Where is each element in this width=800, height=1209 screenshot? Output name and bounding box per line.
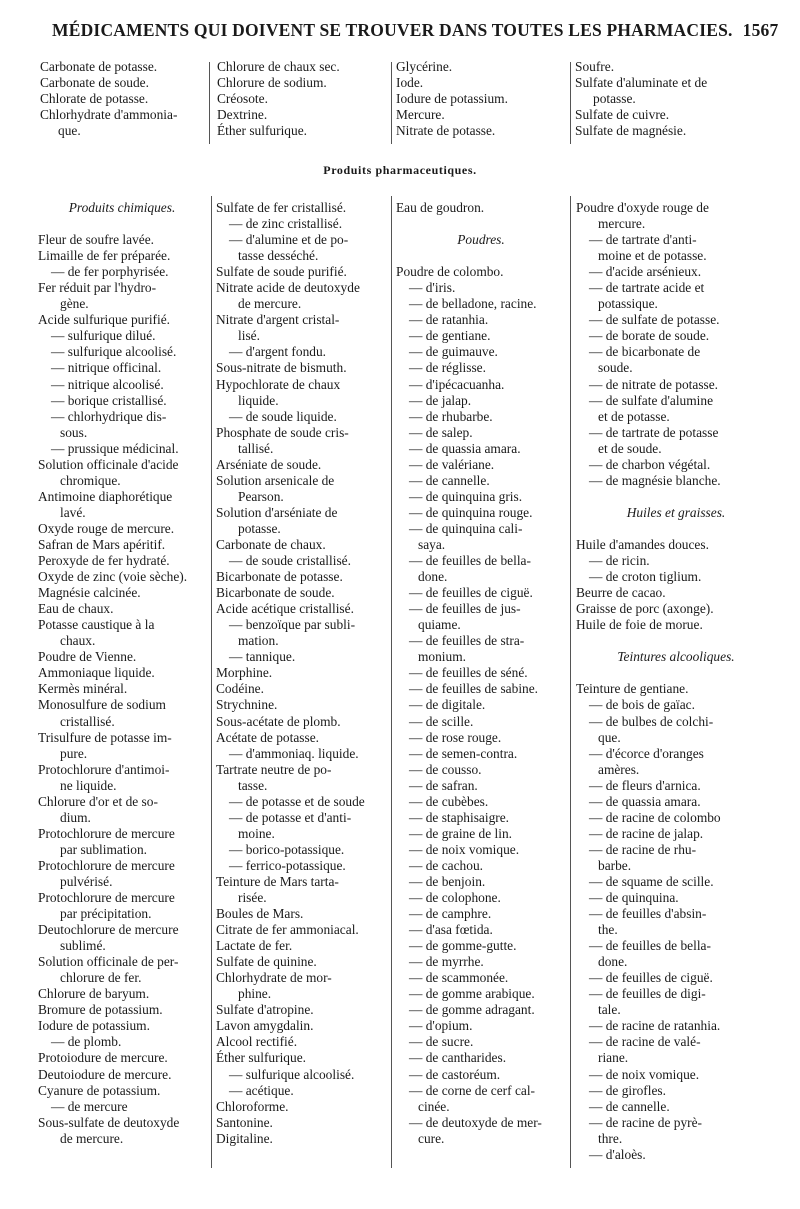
list-item: — de feuilles de digi- bbox=[589, 986, 706, 1002]
column-divider bbox=[209, 62, 210, 144]
list-item: chaux. bbox=[60, 633, 96, 649]
list-item: Mercure. bbox=[396, 107, 445, 123]
list-item: — de sulfate de potasse. bbox=[589, 312, 720, 328]
list-item: — de feuilles de stra- bbox=[409, 633, 525, 649]
list-item: chromique. bbox=[60, 472, 121, 488]
list-item: — de quinquina rouge. bbox=[409, 504, 533, 520]
list-item: Carbonate de potasse. bbox=[40, 59, 158, 74]
list-item: — de gomme-gutte. bbox=[409, 938, 517, 954]
list-item: Chlorure de baryum. bbox=[38, 986, 150, 1002]
list-item: — sulfurique alcoolisé. bbox=[51, 344, 177, 360]
list-item: que. bbox=[598, 729, 621, 745]
list-item: et de potasse. bbox=[598, 408, 670, 424]
list-item: Solution d'arséniate de bbox=[216, 504, 338, 520]
list-item: the. bbox=[598, 922, 618, 938]
list-item: Protochlorure de mercure bbox=[38, 890, 175, 906]
list-item: — de colophone. bbox=[409, 890, 501, 906]
list-item: Antimoine diaphorétique bbox=[38, 488, 173, 504]
list-item: — de sulfate d'alumine bbox=[589, 392, 714, 408]
list-item: — de zinc cristallisé. bbox=[229, 216, 343, 232]
list-item: — de racine de rhu- bbox=[589, 841, 697, 857]
list-item: — de jalap. bbox=[409, 392, 472, 408]
list-item: — nitrique officinal. bbox=[51, 360, 162, 376]
list-item: tale. bbox=[598, 1002, 621, 1018]
list-item: Solution officinale de per- bbox=[38, 954, 179, 970]
list-item: — tannique. bbox=[229, 649, 296, 665]
page-header bbox=[52, 20, 779, 41]
list-item: Iode. bbox=[396, 75, 424, 91]
list-item: de mercure. bbox=[238, 296, 302, 312]
list-item: Strychnine. bbox=[216, 697, 278, 713]
list-item: — de scammonée. bbox=[409, 970, 509, 986]
list-item: Trisulfure de potasse im- bbox=[38, 729, 172, 745]
list-item: — de semen-contra. bbox=[409, 745, 518, 761]
list-item: Sulfate de cuivre. bbox=[575, 107, 670, 123]
list-item: — de croton tiglium. bbox=[589, 569, 702, 585]
list-item: Arséniate de soude. bbox=[216, 456, 322, 472]
list-item: quiame. bbox=[418, 617, 461, 633]
list-item: — de cousso. bbox=[409, 761, 482, 777]
list-item: — de noix vomique. bbox=[589, 1066, 700, 1082]
list-item: — d'argent fondu. bbox=[229, 344, 326, 360]
subsection-heading: Teintures alcooliques. bbox=[617, 649, 735, 665]
list-item: — de benjoin. bbox=[409, 873, 486, 889]
list-item: — de racine de pyrè- bbox=[589, 1114, 703, 1130]
list-item: Solution officinale d'acide bbox=[38, 456, 179, 472]
list-item: — chlorhydrique dis- bbox=[51, 408, 167, 424]
list-item: — de racine de valé- bbox=[589, 1034, 701, 1050]
list-item: — de sucre. bbox=[409, 1034, 474, 1050]
list-item: Acide acétique cristallisé. bbox=[216, 601, 354, 617]
list-item: Chloroforme. bbox=[216, 1098, 289, 1114]
list-item: — de camphre. bbox=[409, 906, 492, 922]
list-item: Tartrate neutre de po- bbox=[216, 761, 332, 777]
list-item: Protochlorure de mercure bbox=[38, 857, 175, 873]
list-item: phine. bbox=[238, 986, 272, 1002]
list-item: — de scille. bbox=[409, 713, 474, 729]
list-item: — de nitrate de potasse. bbox=[589, 376, 719, 392]
list-item: Huile d'amandes douces. bbox=[576, 536, 709, 552]
list-item: Acide sulfurique purifié. bbox=[38, 312, 171, 328]
list-item: et de soude. bbox=[598, 440, 662, 456]
list-item: Kermès minéral. bbox=[38, 681, 128, 697]
list-item: — ferrico-potassique. bbox=[229, 857, 346, 873]
list-item: Phosphate de soude cris- bbox=[216, 424, 349, 440]
list-item: — de cachou. bbox=[409, 857, 483, 873]
list-item: Chlorure d'or et de so- bbox=[38, 793, 158, 809]
list-item: sublimé. bbox=[60, 938, 106, 954]
list-item: — de quinquina cali- bbox=[409, 520, 523, 536]
list-item: Sulfate de soude purifié. bbox=[216, 264, 347, 280]
list-item: — de racine de jalap. bbox=[589, 825, 704, 841]
list-item: Créosote. bbox=[217, 91, 268, 107]
list-item: — de noix vomique. bbox=[409, 841, 520, 857]
list-item: Monosulfure de sodium bbox=[38, 697, 166, 713]
list-item: — de quassia amara. bbox=[409, 440, 521, 456]
list-item: — de deutoxyde de mer- bbox=[409, 1114, 542, 1130]
list-item: — de rhubarbe. bbox=[409, 408, 493, 424]
list-item: Bicarbonate de soude. bbox=[216, 585, 335, 601]
list-item: — de quassia amara. bbox=[589, 793, 701, 809]
main-column-1 bbox=[38, 200, 206, 1147]
list-item: amères. bbox=[598, 761, 640, 777]
list-item: — de safran. bbox=[409, 777, 478, 793]
list-item: soude. bbox=[598, 360, 633, 376]
list-item: Nitrate d'argent cristal- bbox=[216, 312, 340, 328]
list-item: — de bois de gaïac. bbox=[589, 697, 695, 713]
list-item: — de feuilles d'absin- bbox=[589, 906, 707, 922]
list-item: Fleur de soufre lavée. bbox=[38, 232, 155, 248]
list-item: liquide. bbox=[238, 392, 279, 408]
main-column-4 bbox=[576, 200, 776, 1163]
list-item: monium. bbox=[418, 649, 466, 665]
list-item: — de gomme adragant. bbox=[409, 1002, 535, 1018]
list-item: Deutochlorure de mercure bbox=[38, 922, 179, 938]
list-item: tasse. bbox=[238, 777, 268, 793]
list-item: mercure. bbox=[598, 216, 646, 232]
list-item: — de racine de colombo bbox=[589, 809, 721, 825]
spacer bbox=[38, 216, 206, 232]
list-item: sous. bbox=[60, 424, 88, 440]
list-item: — de fer porphyrisée. bbox=[51, 264, 169, 280]
subsection-heading: Huiles et graisses. bbox=[626, 504, 726, 520]
list-item: Safran de Mars apéritif. bbox=[38, 536, 166, 552]
list-item: — d'aloès. bbox=[589, 1146, 646, 1162]
top-column-1 bbox=[40, 59, 206, 139]
list-item: Limaille de fer préparée. bbox=[38, 248, 171, 264]
list-item: Chlorure de sodium. bbox=[217, 75, 327, 91]
list-item: Potasse caustique à la bbox=[38, 617, 155, 633]
top-list bbox=[0, 59, 800, 143]
list-item: — de potasse et d'anti- bbox=[229, 809, 352, 825]
list-item: cinée. bbox=[418, 1098, 450, 1114]
list-item: — de soude liquide. bbox=[229, 408, 337, 424]
list-item: Dextrine. bbox=[217, 107, 268, 123]
list-item: par précipitation. bbox=[60, 906, 152, 922]
list-item: Chlorure de chaux sec. bbox=[217, 59, 340, 74]
top-column-4 bbox=[575, 59, 775, 139]
list-item: Eau de goudron. bbox=[396, 200, 485, 215]
list-item: — de cantharides. bbox=[409, 1050, 507, 1066]
list-item: Protoiodure de mercure. bbox=[38, 1050, 168, 1066]
spacer bbox=[576, 489, 776, 505]
list-item: — de borate de soude. bbox=[589, 328, 710, 344]
list-item: Sulfate d'aluminate et de bbox=[575, 75, 708, 91]
list-item: cristallisé. bbox=[60, 713, 115, 729]
list-item: Glycérine. bbox=[396, 59, 453, 74]
list-item: Acétate de potasse. bbox=[216, 729, 319, 745]
list-item: pure. bbox=[60, 745, 88, 761]
list-item: gène. bbox=[60, 296, 89, 312]
list-item: Teinture de gentiane. bbox=[576, 681, 689, 697]
list-item: — de valériane. bbox=[409, 456, 495, 472]
list-item: Chlorate de potasse. bbox=[40, 91, 149, 107]
list-item: — de cannelle. bbox=[589, 1098, 670, 1114]
list-item: Chlorhydrate de mor- bbox=[216, 970, 332, 986]
list-item: — de tartrate acide et bbox=[589, 280, 705, 296]
list-item: Poudre de Vienne. bbox=[38, 649, 137, 665]
list-item: Santonine. bbox=[216, 1114, 273, 1130]
list-item: lavé. bbox=[60, 504, 86, 520]
list-item: Sulfate d'atropine. bbox=[216, 1002, 314, 1018]
list-item: — d'écorce d'oranges bbox=[589, 745, 704, 761]
list-item: risée. bbox=[238, 890, 267, 906]
list-item: Bromure de potassium. bbox=[38, 1002, 163, 1018]
list-item: — de quinquina. bbox=[589, 890, 679, 906]
list-item: de mercure. bbox=[60, 1130, 124, 1146]
list-item: potasse. bbox=[593, 91, 636, 107]
list-item: que. bbox=[58, 123, 81, 139]
list-item: — d'ammoniaq. liquide. bbox=[229, 745, 359, 761]
list-item: — de cubèbes. bbox=[409, 793, 489, 809]
list-item: Deutoiodure de mercure. bbox=[38, 1066, 172, 1082]
list-item: — de quinquina gris. bbox=[409, 488, 523, 504]
list-item: riane. bbox=[598, 1050, 629, 1066]
list-item: potassique. bbox=[598, 296, 658, 312]
list-item: — de tartrate de potasse bbox=[589, 424, 719, 440]
list-item: Pearson. bbox=[238, 488, 284, 504]
list-item: Fer réduit par l'hydro- bbox=[38, 280, 157, 296]
list-item: — de feuilles de ciguë. bbox=[589, 970, 713, 986]
list-item: Sulfate de quinine. bbox=[216, 954, 317, 970]
list-item: Morphine. bbox=[216, 665, 273, 681]
list-item: Peroxyde de fer hydraté. bbox=[38, 553, 170, 569]
list-item: lisé. bbox=[238, 328, 260, 344]
list-item: Poudre de colombo. bbox=[396, 264, 504, 280]
column-divider bbox=[391, 62, 392, 144]
top-column-3 bbox=[396, 59, 568, 139]
list-item: — de graine de lin. bbox=[409, 825, 512, 841]
list-item: — de corne de cerf cal- bbox=[409, 1082, 536, 1098]
list-item: — de belladone, racine. bbox=[409, 296, 537, 312]
list-item: Oxyde rouge de mercure. bbox=[38, 520, 175, 536]
list-item: — de guimauve. bbox=[409, 344, 498, 360]
column-divider bbox=[570, 196, 571, 1168]
list-item: chlorure de fer. bbox=[60, 970, 142, 986]
list-item: — d'alumine et de po- bbox=[229, 232, 349, 248]
list-item: — d'acide arsénieux. bbox=[589, 264, 702, 280]
list-item: Protochlorure de mercure bbox=[38, 825, 175, 841]
subsection-heading: Produits chimiques. bbox=[68, 200, 176, 215]
list-item: done. bbox=[418, 569, 448, 585]
list-item: — de réglisse. bbox=[409, 360, 486, 376]
list-item: Boules de Mars. bbox=[216, 906, 304, 922]
list-item: Carbonate de chaux. bbox=[216, 536, 326, 552]
list-item: saya. bbox=[418, 536, 446, 552]
list-item: — de soude cristallisé. bbox=[229, 553, 351, 569]
list-item: Lavon amygdalin. bbox=[216, 1018, 314, 1034]
list-item: — de feuilles de séné. bbox=[409, 665, 528, 681]
list-item: — de myrrhe. bbox=[409, 954, 484, 970]
column-divider bbox=[391, 196, 392, 1168]
list-item: — de staphisaigre. bbox=[409, 809, 510, 825]
list-item: Sulfate de magnésie. bbox=[575, 123, 687, 139]
list-item: — de girofles. bbox=[589, 1082, 666, 1098]
list-item: cure. bbox=[418, 1130, 445, 1146]
list-item: — de feuilles de jus- bbox=[409, 601, 521, 617]
list-item: Eau de chaux. bbox=[38, 601, 114, 617]
list-item: tasse desséché. bbox=[238, 248, 319, 264]
list-item: — de squame de scille. bbox=[589, 873, 714, 889]
list-item: tallisé. bbox=[238, 440, 274, 456]
list-item: — de potasse et de soude bbox=[229, 793, 365, 809]
column-divider bbox=[211, 196, 212, 1168]
list-item: — nitrique alcoolisé. bbox=[51, 376, 164, 392]
list-item: — de racine de ratanhia. bbox=[589, 1018, 721, 1034]
list-item: — de feuilles de sabine. bbox=[409, 681, 539, 697]
main-column-3 bbox=[396, 200, 566, 1147]
list-item: Éther sulfurique. bbox=[216, 1050, 306, 1066]
list-item: — de fleurs d'arnica. bbox=[589, 777, 701, 793]
subsection-heading: Poudres. bbox=[457, 232, 505, 248]
list-item: Bicarbonate de potasse. bbox=[216, 569, 343, 585]
list-item: — de ricin. bbox=[589, 553, 650, 569]
list-item: — borique cristallisé. bbox=[51, 392, 167, 408]
list-item: par sublimation. bbox=[60, 841, 148, 857]
page-title: MÉDICAMENTS QUI DOIVENT SE TROUVER DANS TOUTES LES PHARMACIES. bbox=[52, 20, 733, 40]
list-item: Digitaline. bbox=[216, 1130, 273, 1146]
list-item: Nitrate acide de deutoxyde bbox=[216, 280, 360, 296]
list-item: — de bulbes de colchi- bbox=[589, 713, 714, 729]
list-item: Huile de foie de morue. bbox=[576, 617, 703, 633]
list-item: Sous-acétate de plomb. bbox=[216, 713, 341, 729]
list-item: pulvérisé. bbox=[60, 873, 113, 889]
list-item: — de digitale. bbox=[409, 697, 486, 713]
list-item: moine. bbox=[238, 825, 275, 841]
list-item: — de magnésie blanche. bbox=[589, 472, 721, 488]
list-item: — de plomb. bbox=[51, 1034, 122, 1050]
list-item: Éther sulfurique. bbox=[217, 123, 307, 139]
list-item: dium. bbox=[60, 809, 91, 825]
list-item: Sous-nitrate de bismuth. bbox=[216, 360, 347, 376]
list-item: — d'asa fœtida. bbox=[409, 922, 493, 938]
page-number: 1567 bbox=[742, 20, 779, 40]
list-item: — de bicarbonate de bbox=[589, 344, 701, 360]
list-item: Iodure de potassium. bbox=[396, 91, 508, 107]
list-item: Carbonate de soude. bbox=[40, 75, 149, 91]
list-item: Chlorhydrate d'ammonia- bbox=[40, 107, 178, 123]
list-item: — benzoïque par subli- bbox=[229, 617, 356, 633]
list-item: — d'opium. bbox=[409, 1018, 473, 1034]
list-item: Beurre de cacao. bbox=[576, 585, 666, 601]
list-item: — acétique. bbox=[229, 1082, 294, 1098]
list-item: — de castoréum. bbox=[409, 1066, 501, 1082]
list-item: — de salep. bbox=[409, 424, 473, 440]
list-item: Cyanure de potassium. bbox=[38, 1082, 161, 1098]
list-item: barbe. bbox=[598, 857, 632, 873]
list-item: Alcool rectifié. bbox=[216, 1034, 298, 1050]
spacer bbox=[576, 633, 776, 649]
list-item: — de gomme arabique. bbox=[409, 986, 535, 1002]
list-item: — prussique médicinal. bbox=[51, 440, 179, 456]
list-item: thre. bbox=[598, 1130, 623, 1146]
list-item: Graisse de porc (axonge). bbox=[576, 601, 714, 617]
list-item: — d'iris. bbox=[409, 280, 456, 296]
list-item: Protochlorure d'antimoi- bbox=[38, 761, 170, 777]
list-item: moine et de potasse. bbox=[598, 248, 707, 264]
list-item: — de feuilles de ciguë. bbox=[409, 585, 533, 601]
list-item: done. bbox=[598, 954, 628, 970]
list-item: — de ratanhia. bbox=[409, 312, 489, 328]
spacer bbox=[396, 216, 566, 232]
list-item: Codéine. bbox=[216, 681, 264, 697]
list-item: Solution arsenicale de bbox=[216, 472, 335, 488]
list-item: ne liquide. bbox=[60, 777, 117, 793]
spacer bbox=[576, 665, 776, 681]
list-item: — sulfurique dilué. bbox=[51, 328, 156, 344]
main-list bbox=[0, 200, 800, 1180]
list-item: — de charbon végétal. bbox=[589, 456, 711, 472]
list-item: Citrate de fer ammoniacal. bbox=[216, 922, 359, 938]
list-item: — de feuilles de bella- bbox=[409, 553, 531, 569]
list-item: Soufre. bbox=[575, 59, 615, 74]
list-item: Iodure de potassium. bbox=[38, 1018, 150, 1034]
list-item: potasse. bbox=[238, 520, 281, 536]
list-item: Magnésie calcinée. bbox=[38, 585, 141, 601]
list-item: Sulfate de fer cristallisé. bbox=[216, 200, 347, 215]
list-item: Lactate de fer. bbox=[216, 938, 293, 954]
list-item: — sulfurique alcoolisé. bbox=[229, 1066, 355, 1082]
section-title: Produits pharmaceutiques. bbox=[323, 163, 477, 177]
list-item: — de rose rouge. bbox=[409, 729, 502, 745]
list-item: — borico-potassique. bbox=[229, 841, 345, 857]
spacer bbox=[576, 521, 776, 537]
list-item: Poudre d'oxyde rouge de bbox=[576, 200, 709, 215]
list-item: Hypochlorate de chaux bbox=[216, 376, 341, 392]
list-item: mation. bbox=[238, 633, 279, 649]
top-column-2 bbox=[217, 59, 389, 139]
column-divider bbox=[570, 62, 571, 144]
list-item: Nitrate de potasse. bbox=[396, 123, 496, 139]
list-item: Oxyde de zinc (voie sèche). bbox=[38, 569, 188, 585]
list-item: — de gentiane. bbox=[409, 328, 491, 344]
main-column-2 bbox=[216, 200, 386, 1147]
spacer bbox=[396, 248, 566, 264]
list-item: — de feuilles de bella- bbox=[589, 938, 711, 954]
list-item: — de cannelle. bbox=[409, 472, 490, 488]
list-item: — de mercure bbox=[51, 1098, 128, 1114]
list-item: Sous-sulfate de deutoxyde bbox=[38, 1114, 180, 1130]
list-item: — d'ipécacuanha. bbox=[409, 376, 505, 392]
list-item: Ammoniaque liquide. bbox=[38, 665, 155, 681]
list-item: — de tartrate d'anti- bbox=[589, 232, 697, 248]
list-item: Teinture de Mars tarta- bbox=[216, 873, 339, 889]
